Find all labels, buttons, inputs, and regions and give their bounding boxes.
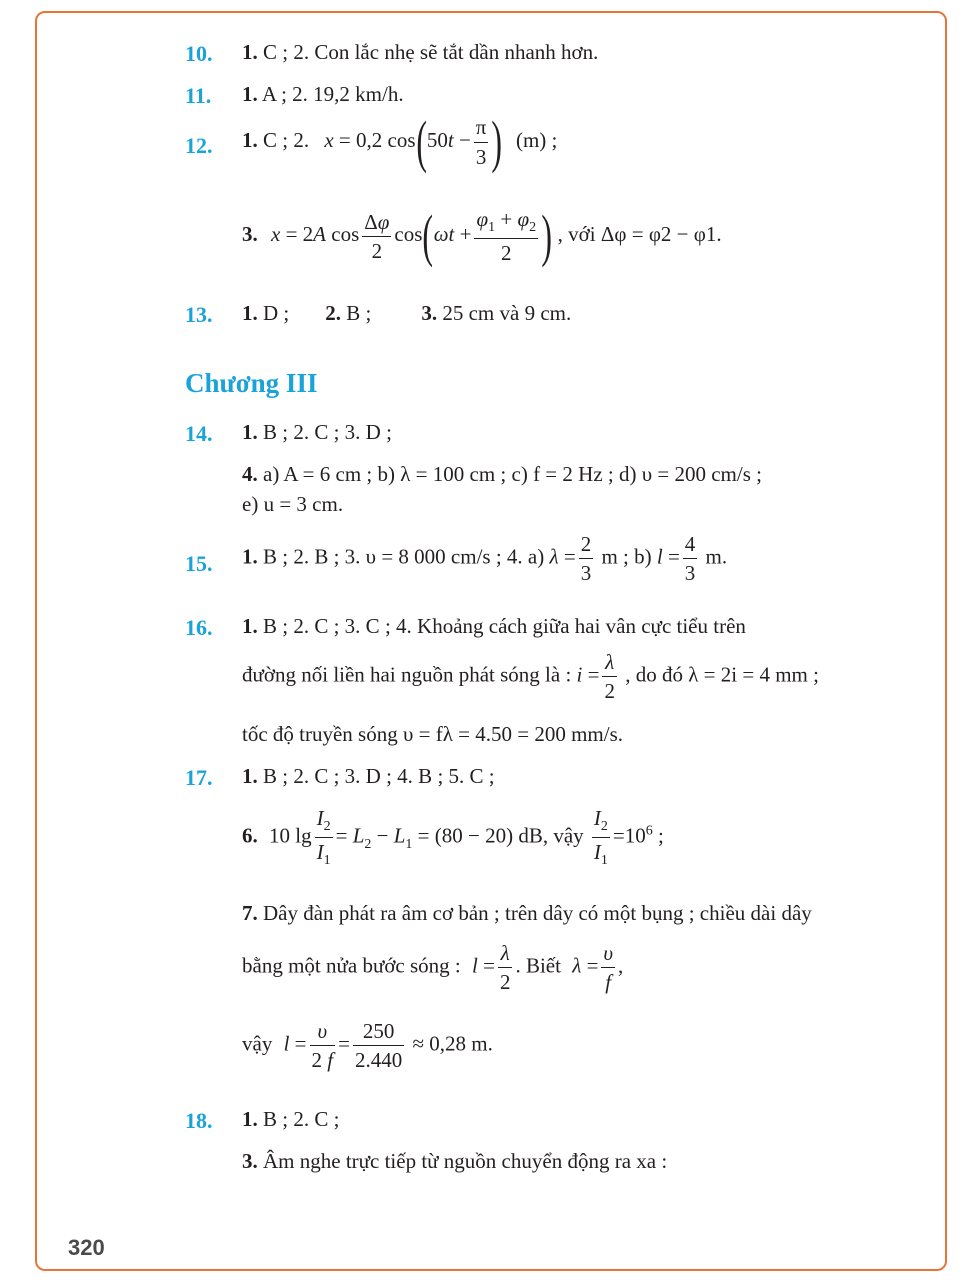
answer-10: 1. C ; 2. Con lắc nhẹ sẽ tắt dần nhanh hơn.: [242, 40, 599, 64]
answer-17-part-7-line-2: bằng một nửa bước sóng : l = $\frac{\lambda}{2}$ . Biết λ = $\frac{\upsilon}{f}$ ,: [242, 941, 624, 995]
chapter-heading: Chương III: [185, 368, 318, 398]
answer-17-part-1: 1. B ; 2. C ; 3. D ; 4. B ; 5. C ;: [242, 764, 495, 788]
answer-12-part-1: 1. C ; 2. x = 0,2 cos(50t − $\frac{\pi}{3}$ ) (m) ;: [242, 109, 558, 174]
answer-16-line-3: tốc độ truyền sóng υ = fλ = 4.50 = 200 mm/s.: [242, 722, 624, 746]
question-number-11: 11.: [185, 83, 212, 108]
answer-17-part-7-line-3: vậy l = $\frac{\upsilon}{2 f}$ = $\frac{250}{2.440}$ ≈ 0,28 m.: [242, 1019, 493, 1073]
answer-17-part-7: 7. Dây đàn phát ra âm cơ bản ; trên dây có một bụng ; chiều dài dây: [242, 901, 812, 925]
question-number-15: 15.: [185, 551, 213, 576]
answer-16-line-2: đường nối liền hai nguồn phát sóng là : i = $\frac{\lambda}{2}$ , do đó λ = 2i = 4 mm ;: [242, 650, 819, 704]
answer-14-part-4-cont: e) u = 3 cm.: [242, 492, 344, 516]
question-number-13: 13.: [185, 302, 213, 327]
page-number: 320: [68, 1235, 105, 1260]
page-frame: [35, 11, 947, 1271]
answer-12-part-3: 3. x = 2A cos $\frac{\Delta\varphi}{2}$ cos(ωt + $\frac{\varphi_1 + \varphi_2}{2}$ ) , với Δφ = φ2 − φ1.: [242, 203, 722, 269]
answer-18-part-1: 1. B ; 2. C ;: [242, 1107, 340, 1131]
answer-14-part-1: 1. B ; 2. C ; 3. D ;: [242, 420, 392, 444]
question-number-17: 17.: [185, 765, 213, 790]
answer-17-part-6: 6. 10 lg $\frac{I_2}{I_1}$ = $L_2 - L_1 = (80 - 20)$ dB, vậy $\frac{I_2}{I_1}$ $=10^6$ ;: [242, 806, 664, 869]
question-number-18: 18.: [185, 1108, 213, 1133]
question-number-12: 12.: [185, 133, 213, 158]
answer-13: 1. D ; 2. B ; 3. 25 cm và 9 cm.: [242, 301, 572, 325]
answer-11: 1. A ; 2. 19,2 km/h.: [242, 82, 404, 106]
answer-15: 1. B ; 2. B ; 3. υ = 8 000 cm/s ; 4. a) λ = $\frac{2}{3}$ m ; b) l = $\frac{4}{3}$ m.: [242, 532, 728, 586]
question-number-16: 16.: [185, 615, 213, 640]
question-number-14: 14.: [185, 421, 213, 446]
question-number-10: 10.: [185, 41, 213, 66]
answer-18-part-3: 3. Âm nghe trực tiếp từ nguồn chuyển động ra xa :: [242, 1149, 668, 1173]
answer-16-part-1: 1. B ; 2. C ; 3. C ; 4. Khoảng cách giữa hai vân cực tiểu trên: [242, 614, 746, 638]
answer-14-part-4: 4. a) A = 6 cm ; b) λ = 100 cm ; c) f = 2 Hz ; d) υ = 200 cm/s ;: [242, 462, 762, 486]
